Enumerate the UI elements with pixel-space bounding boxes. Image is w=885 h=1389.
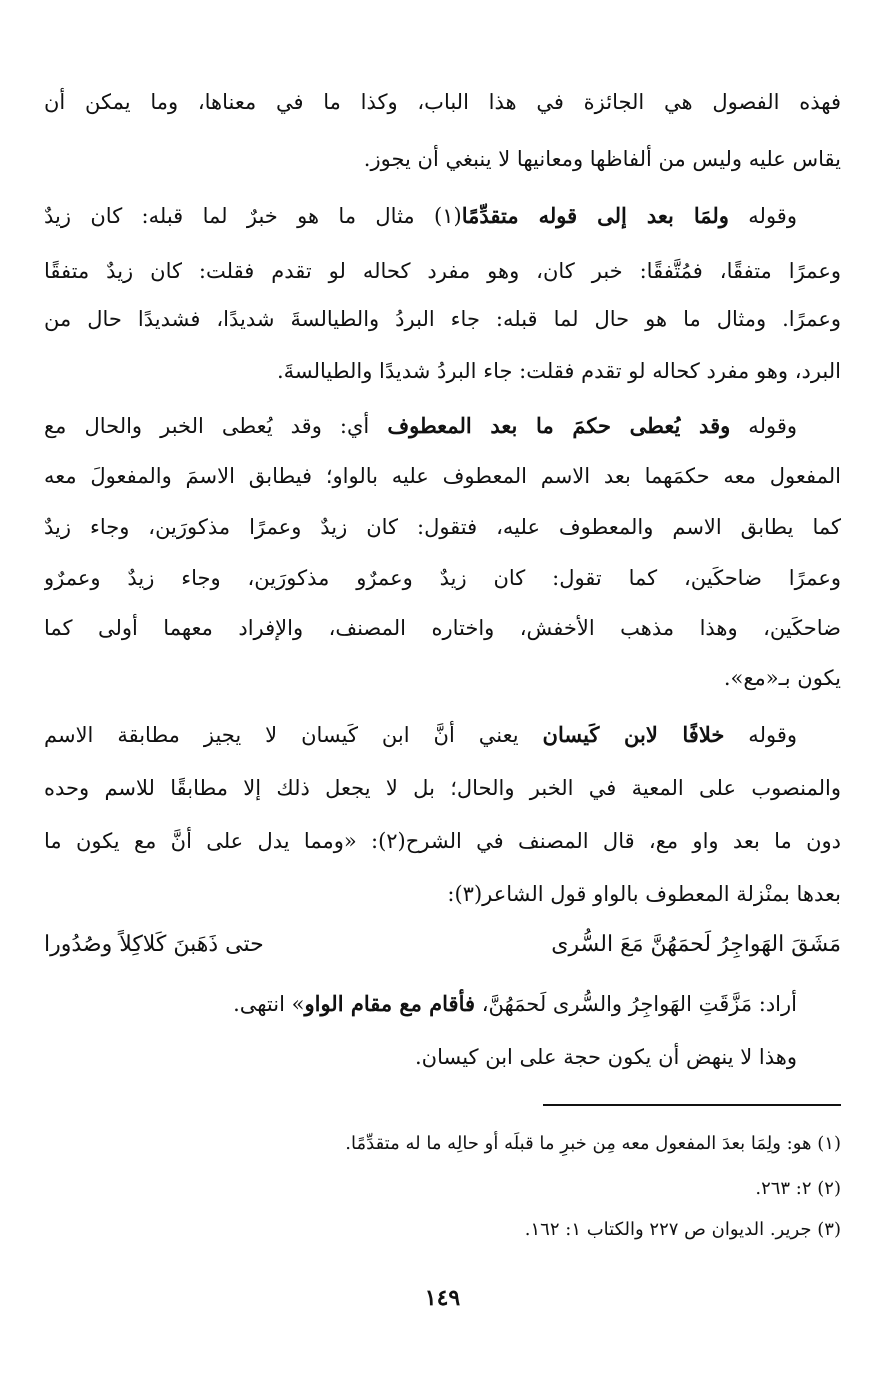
paragraph-line: يكون بـ«مع». xyxy=(723,666,841,690)
paragraph-line: والمنصوب على المعية في الخبر والحال؛ بل لا يجعل ذلك إلا مطابقًا للاسم وحده xyxy=(44,776,841,800)
paragraph-line: أراد: مَزَّقَتِ الهَواجِرُ والسُّرى لَحمَهُنَّ، فأقام مع مقام الواو» انتهى. xyxy=(233,991,797,1016)
footnote: (٣) جرير. الديوان ص ٢٢٧ والكتاب ١: ١٦٢. xyxy=(524,1219,841,1240)
paragraph-line: وعمرًا ضاحكَين، كما تقول: كان زيدٌ وعمرٌو مذكورَين، وجاء زيدٌ وعمرٌو xyxy=(44,566,841,590)
poetry-verse xyxy=(44,928,841,962)
paragraph-line: كما يطابق الاسم والمعطوف عليه، فتقول: كان زيدٌ وعمرًا مذكورَين، وجاء زيدٌ xyxy=(44,515,841,539)
paragraph-line: وهذا لا ينهض أن يكون حجة على ابن كيسان. xyxy=(414,1045,797,1069)
paragraph-line: وقوله خلافًا لابن كَيسان يعني أنَّ ابن كَيسان لا يجيز مطابقة الاسم xyxy=(44,722,797,747)
quoted-phrase: ولمَا بعد إلى قوله متقدِّمًا xyxy=(461,203,729,228)
paragraph-line: يقاس عليه وليس من ألفاظها ومعانيها لا ينبغي أن يجوز. xyxy=(363,147,841,171)
paragraph-line: وعمرًا. ومثال ما هو حال لما قبله: جاء البردُ والطيالسةَ شديدًا، فشديدًا حال من xyxy=(44,307,841,331)
quoted-phrase: فأقام مع مقام الواو xyxy=(304,991,476,1016)
paragraph-line: وقوله وقد يُعطى حكمَ ما بعد المعطوف أي: وقد يُعطى الخبر والحال مع xyxy=(44,413,797,438)
verse-hemistich-second: حتى ذَهَبنَ كَلاكِلاً وصُدُورا xyxy=(44,932,264,957)
footnote-separator xyxy=(543,1104,841,1106)
paragraph-line: ضاحكَين، وهذا مذهب الأخفش، واختاره المصنف، والإفراد معهما أولى كما xyxy=(44,616,841,640)
paragraph-line: بعدها بمنْزلة المعطوف بالواو قول الشاعر(٣): xyxy=(447,882,841,906)
paragraph-line: وقوله ولمَا بعد إلى قوله متقدِّمًا(١) مثال ما هو خبرٌ لما قبله: كان زيدٌ xyxy=(44,203,797,228)
paragraph-line: دون ما بعد واو مع، قال المصنف في الشرح(٢): «ومما يدل على أنَّ مع يكون ما xyxy=(44,829,841,853)
verse-hemistich-first: مَشَقَ الهَواجِرُ لَحمَهُنَّ مَعَ السُّرى xyxy=(551,932,841,957)
footnote: (٢) ٢: ٢٦٣. xyxy=(755,1178,841,1199)
paragraph-line: المفعول معه حكمَهما بعد الاسم المعطوف عليه بالواو؛ فيطابق الاسمَ والمفعولَ معه xyxy=(44,464,841,488)
paragraph-line: وعمرًا متفقًا، فمُتَّفقًا: خبر كان، وهو مفرد كحاله لو تقدم فقلت: كان زيدٌ متفقًا xyxy=(44,259,841,283)
paragraph-line: فهذه الفصول هي الجائزة في هذا الباب، وكذا ما في معناها، وما يمكن أن xyxy=(44,90,841,114)
footnote: (١) هو: ولِمَا بعدَ المفعول معه مِن خبرِ ما قبلَه أو حالِه ما له متقدِّمًا. xyxy=(345,1133,841,1154)
page-number: ١٤٩ xyxy=(424,1285,461,1311)
quoted-phrase: خلافًا لابن كَيسان xyxy=(542,722,725,747)
quoted-phrase: وقد يُعطى حكمَ ما بعد المعطوف xyxy=(387,413,731,438)
paragraph-line: البرد، وهو مفرد كحاله لو تقدم فقلت: جاء البردُ شديدًا والطيالسةَ. xyxy=(276,359,841,383)
